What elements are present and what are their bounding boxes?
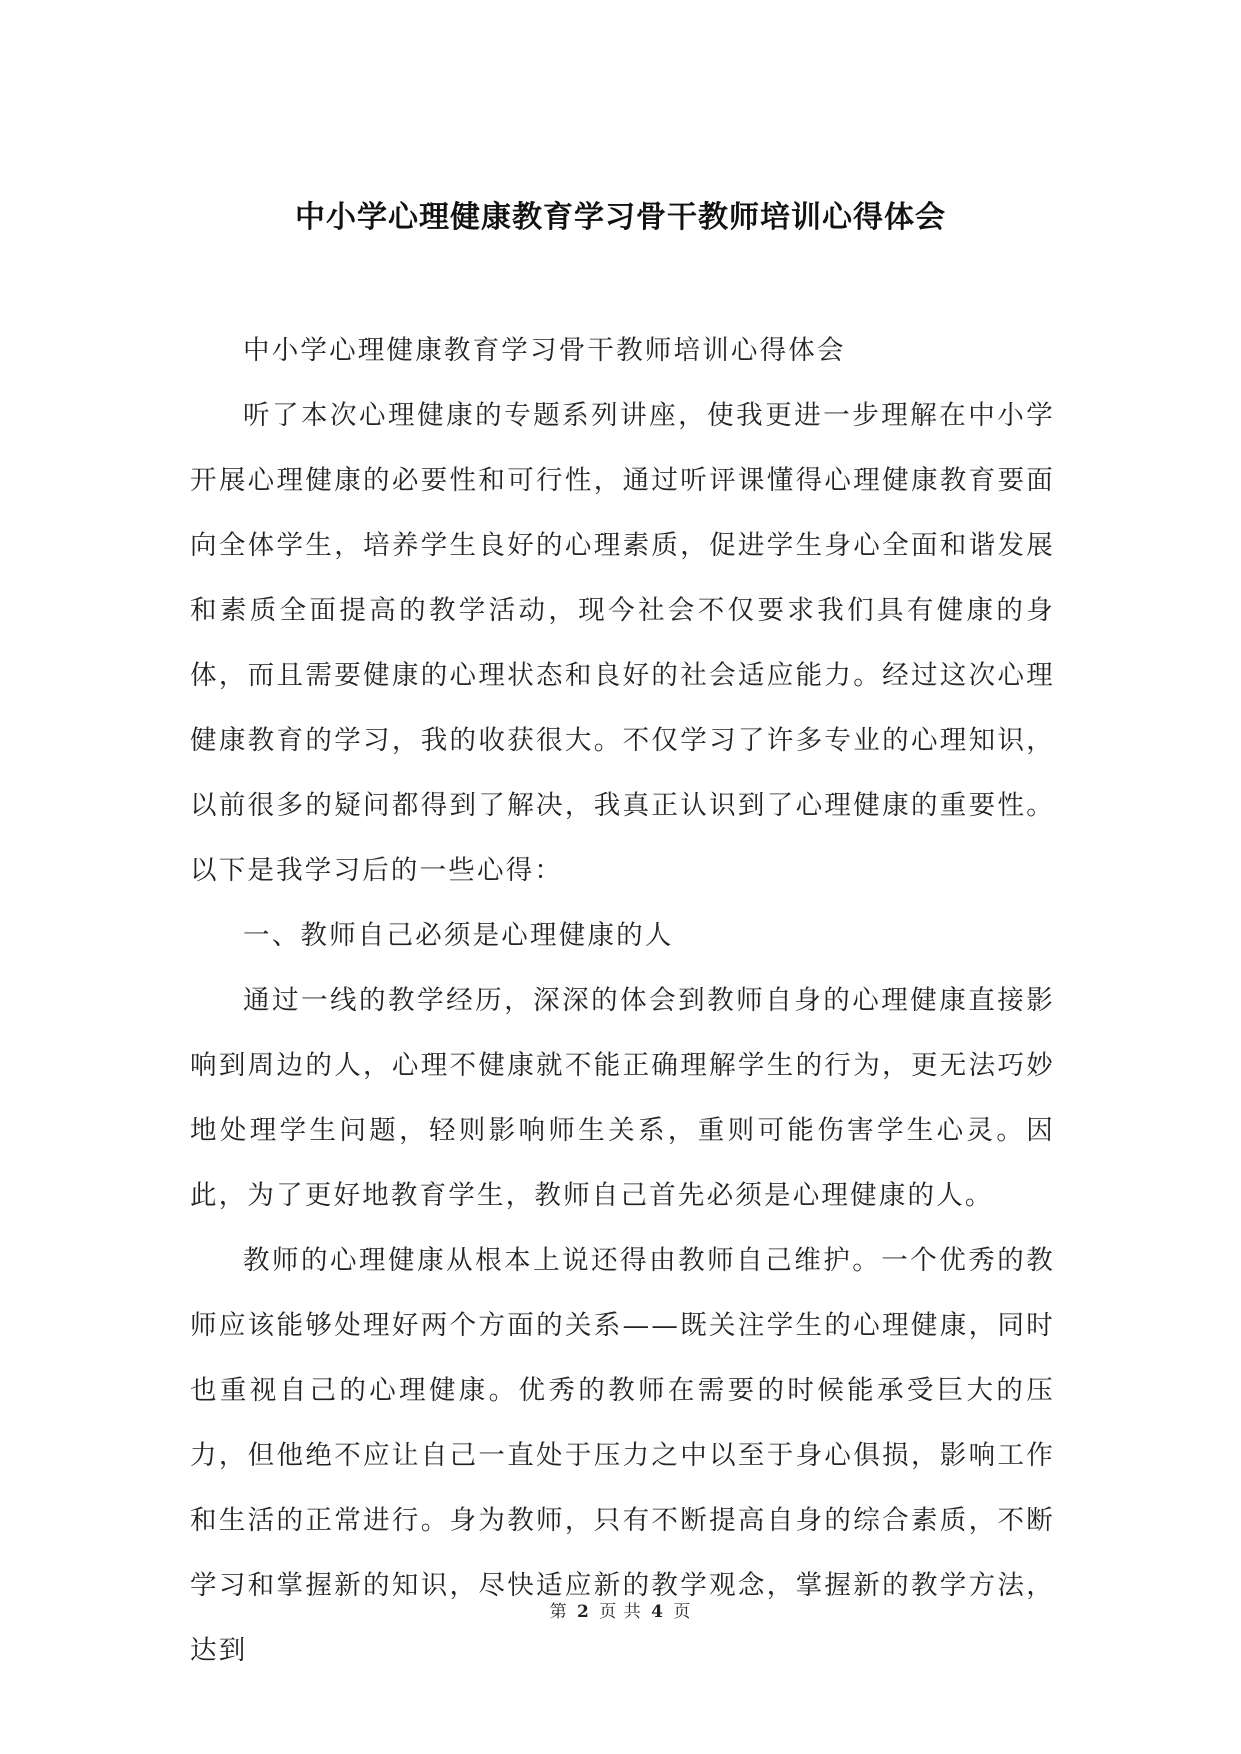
document-title: 中小学心理健康教育学习骨干教师培训心得体会 <box>295 200 946 235</box>
footer-middle: 页 共 <box>599 1602 642 1622</box>
footer-prefix: 第 <box>549 1602 568 1622</box>
page-footer <box>0 1597 1241 1622</box>
footer-total-pages: 4 <box>651 1602 664 1622</box>
footer-suffix: 页 <box>673 1602 692 1622</box>
section-heading-1: 一、教师自己必须是心理健康的人 <box>243 920 674 951</box>
paragraph-subtitle: 中小学心理健康教育学习骨干教师培训心得体会 <box>243 335 846 366</box>
paragraph-section-1b: 教师的心理健康从根本上说还得由教师自己维护。一个优秀的教师应该能够处理好两个方面的关系——既关注学生的心理健康，同时也重视自己的心理健康。优秀的教师在需要的时候能承受巨大的压力，但他绝不应让自己一直处于压力之中以至于身心俱损，影响工作和生活的正常进行。身为教师，只有不断提高自身的综合素质，不断学习和掌握新的知识，尽快适应新的教学观念，掌握新的教学方法，达到 <box>190 1245 1055 1666</box>
footer-current-page: 2 <box>577 1602 590 1622</box>
paragraph-intro: 听了本次心理健康的专题系列讲座，使我更进一步理解在中小学开展心理健康的必要性和可行性，通过听评课懂得心理健康教育要面向全体学生，培养学生良好的心理素质，促进学生身心全面和谐发展和素质全面提高的教学活动，现今社会不仅要求我们具有健康的身体，而且需要健康的心理状态和良好的社会适应能力。经过这次心理健康教育的学习，我的收获很大。不仅学习了许多专业的心理知识，以前很多的疑问都得到了解决，我真正认识到了心理健康的重要性。以下是我学习后的一些心得： <box>190 400 1055 886</box>
document-body <box>190 318 1055 1683</box>
paragraph-section-1a: 通过一线的教学经历，深深的体会到教师自身的心理健康直接影响到周边的人，心理不健康就不能正确理解学生的行为，更无法巧妙地处理学生问题，轻则影响师生关系，重则可能伤害学生心灵。因此，为了更好地教育学生，教师自己首先必须是心理健康的人。 <box>190 985 1055 1211</box>
